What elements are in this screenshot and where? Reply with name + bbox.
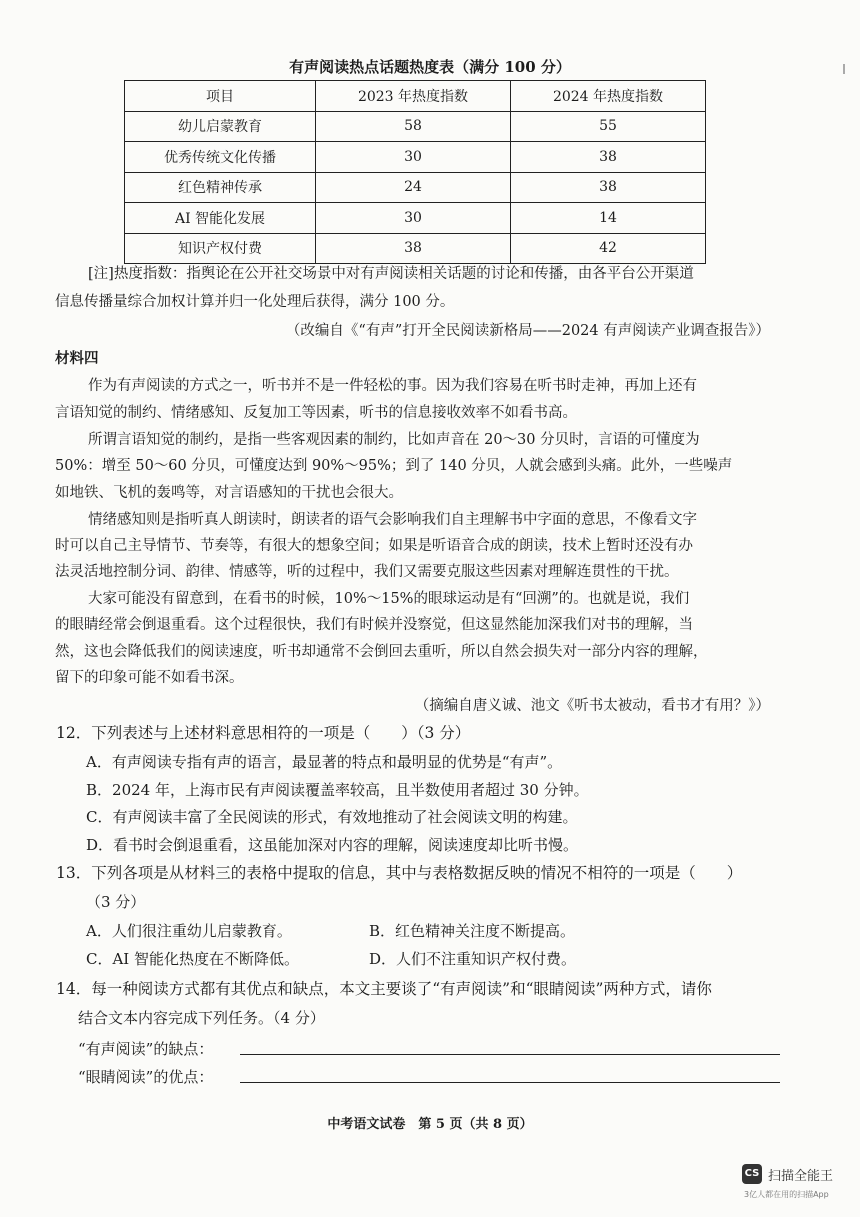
paragraph-line: 留下的印象可能不如看书深。 [55, 670, 244, 686]
note-line: [注]热度指数：指舆论在公开社交场景中对有声阅读相关话题的讨论和传播，由各平台公开渠道 [88, 266, 694, 282]
table-header-row [125, 81, 706, 112]
question-14-stem: 14．每一种阅读方式都有其优点和缺点，本文主要谈了“有声阅读”和“眼睛阅读”两种方式，请你 [56, 980, 712, 998]
paragraph-line: 的眼睛经常会倒退重看。这个过程很快，我们有时候并没察觉，但这显然能加深我们对书的理解，当 [55, 617, 693, 633]
question-12-option-c: C．有声阅读丰富了全民阅读的形式，有效地推动了社会阅读文明的构建。 [86, 808, 578, 826]
question-13-stem: 13．下列各项是从材料三的表格中提取的信息，其中与表格数据反映的情况不相符的一项是（ ） [56, 864, 743, 882]
table-cell: 42 [511, 233, 706, 264]
table-cell: 14 [511, 203, 706, 234]
table-cell: 55 [511, 111, 706, 142]
table-cell: 38 [511, 142, 706, 173]
table-cell: 58 [316, 111, 511, 142]
question-13-option-c: C．AI 智能化热度在不断降低。 [86, 950, 300, 968]
table-row [125, 172, 706, 203]
paragraph-line: 作为有声阅读的方式之一，听书并不是一件轻松的事。因为我们容易在听书时走神，再加上还有 [88, 378, 697, 394]
paragraph-line: 如地铁、飞机的轰鸣等，对言语感知的干扰也会很大。 [55, 485, 403, 501]
table-cell: 38 [511, 172, 706, 203]
material-four-heading: 材料四 [55, 350, 99, 367]
table-cell: 38 [316, 233, 511, 264]
camscanner-logo-icon: CS [742, 1164, 762, 1184]
paragraph-line: 大家可能没有留意到，在看书的时候，10%～15%的眼球运动是有“回溯”的。也就是说，我们 [88, 591, 690, 607]
camscanner-tagline: 3亿人都在用的扫描App [744, 1190, 829, 1199]
table-caption: 有声阅读热点话题热度表（满分 100 分） [289, 58, 571, 76]
question-13-score: （3 分） [86, 893, 146, 911]
answer-label-audio-reading-weakness: “有声阅读”的缺点： [78, 1040, 214, 1058]
answer-line-audio-weakness[interactable] [240, 1054, 780, 1055]
question-13-option-a: A．人们很注重幼儿启蒙教育。 [86, 922, 292, 940]
answer-label-eye-reading-strength: “眼睛阅读”的优点： [78, 1068, 214, 1086]
table-header-cell: 2023 年热度指数 [316, 81, 511, 112]
paragraph-line: 言语知觉的制约、情绪感知、反复加工等因素，听书的信息接收效率不如看书高。 [55, 405, 577, 421]
paragraph-line: 50%：增至 50～60 分贝，可懂度达到 90%～95%；到了 140 分贝，人就会感到头痛。此外，一些噪声 [55, 458, 733, 474]
question-13-option-b: B．红色精神关注度不断提高。 [369, 922, 576, 940]
answer-line-eye-strength[interactable] [240, 1082, 780, 1083]
note-source: （改编自《“有声”打开全民阅读新格局——2024 有声阅读产业调查报告》） [285, 323, 770, 339]
note-line: 信息传播量综合加权计算并归一化处理后获得，满分 100 分。 [55, 294, 455, 310]
table-header-cell: 2024 年热度指数 [511, 81, 706, 112]
heat-index-table [124, 80, 706, 264]
table-cell: 红色精神传承 [125, 172, 316, 203]
question-12-stem: 12．下列表述与上述材料意思相符的一项是（ ）（3 分） [56, 724, 471, 742]
table-row [125, 203, 706, 234]
table-cell: 30 [316, 203, 511, 234]
question-14-stem-continued: 结合文本内容完成下列任务。（4 分） [78, 1009, 325, 1027]
table-cell: 知识产权付费 [125, 233, 316, 264]
camscanner-name: 扫描全能王 [768, 1169, 834, 1184]
paragraph-line: 时可以自己主导情节、节奏等，有很大的想象空间；如果是听语音合成的朗读，技术上暂时还没有办 [55, 538, 693, 554]
table-cell: 30 [316, 142, 511, 173]
paragraph-line: 情绪感知则是指听真人朗读时，朗读者的语气会影响我们自主理解书中字面的意思，不像看文字 [88, 512, 697, 528]
table-cell: AI 智能化发展 [125, 203, 316, 234]
table-cell: 24 [316, 172, 511, 203]
paragraph-line: 然，这也会降低我们的阅读速度，听书却通常不会倒回去重听，所以自然会损失对一部分内容的理解， [55, 644, 708, 660]
material-four-source: （摘编自唐义诚、池文《听书太被动，看书才有用？》） [414, 698, 770, 714]
page-footer: 中考语文试卷 第 5 页（共 8 页） [327, 1117, 533, 1132]
paragraph-line: 法灵活地控制分词、韵律、情感等，听的过程中，我们又需要克服这些因素对理解连贯性的干扰。 [55, 564, 679, 580]
question-12-option-d: D．看书时会倒退重看，这虽能加深对内容的理解，阅读速度却比听书慢。 [86, 836, 579, 854]
table-header-cell: 项目 [125, 81, 316, 112]
table-cell: 优秀传统文化传播 [125, 142, 316, 173]
table-row [125, 233, 706, 264]
paragraph-line: 所谓言语知觉的制约，是指一些客观因素的制约，比如声音在 20～30 分贝时，言语的可懂度为 [88, 432, 700, 448]
question-13-option-d: D．人们不注重知识产权付费。 [369, 950, 577, 968]
question-12-option-b: B．2024 年，上海市民有声阅读覆盖率较高，且半数使用者超过 30 分钟。 [86, 781, 589, 799]
table-row [125, 142, 706, 173]
table-cell: 幼儿启蒙教育 [125, 111, 316, 142]
table-row [125, 111, 706, 142]
question-12-option-a: A．有声阅读专指有声的语言，最显著的特点和最明显的优势是“有声”。 [86, 753, 563, 771]
